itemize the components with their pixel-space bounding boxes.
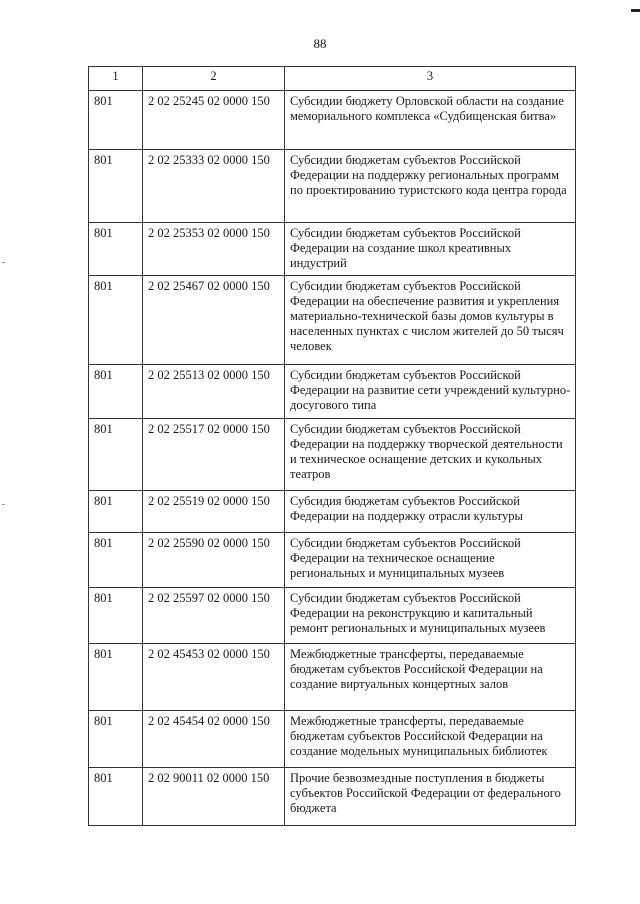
admin-code-cell: 801 bbox=[89, 419, 143, 491]
budget-code-cell: 2 02 45454 02 0000 150 bbox=[143, 711, 285, 768]
admin-code-cell: 801 bbox=[89, 588, 143, 644]
description-cell: Субсидии бюджетам субъектов Российской Федерации на развитие сети учреждений культурно-досугового типа bbox=[285, 365, 576, 419]
admin-code-cell: 801 bbox=[89, 491, 143, 533]
table-row bbox=[89, 491, 576, 533]
description-cell: Межбюджетные трансферты, передаваемые бюджетам субъектов Российской Федерации на создание виртуальных концертных залов bbox=[285, 644, 576, 711]
description-cell: Субсидии бюджетам субъектов Российской Федерации на обеспечение развития и укрепления материально-технической базы домов культуры в населенных пунктах с числом жителей до 50 тысяч человек bbox=[285, 276, 576, 365]
budget-code-cell: 2 02 25590 02 0000 150 bbox=[143, 533, 285, 588]
table-row bbox=[89, 276, 576, 365]
page-number: 88 bbox=[313, 36, 327, 51]
admin-code-cell: 801 bbox=[89, 150, 143, 223]
table-row bbox=[89, 91, 576, 150]
admin-code-cell: 801 bbox=[89, 768, 143, 826]
table-row bbox=[89, 533, 576, 588]
budget-code-cell: 2 02 25245 02 0000 150 bbox=[143, 91, 285, 150]
table-row bbox=[89, 711, 576, 768]
table-row bbox=[89, 223, 576, 276]
admin-code-cell: 801 bbox=[89, 91, 143, 150]
budget-code-cell: 2 02 25517 02 0000 150 bbox=[143, 419, 285, 491]
budget-code-cell: 2 02 25467 02 0000 150 bbox=[143, 276, 285, 365]
description-cell: Субсидии бюджету Орловской области на создание мемориального комплекса «Судбищенская битва» bbox=[285, 91, 576, 150]
table-row bbox=[89, 768, 576, 826]
description-cell: Субсидии бюджетам субъектов Российской Федерации на поддержку творческой деятельности и техническое оснащение детских и кукольных театров bbox=[285, 419, 576, 491]
description-cell: Субсидии бюджетам субъектов Российской Федерации на поддержку региональных программ по проектированию туристского кода центра города bbox=[285, 150, 576, 223]
description-cell: Субсидии бюджетам субъектов Российской Федерации на техническое оснащение региональных и муниципальных музеев bbox=[285, 533, 576, 588]
table-row bbox=[89, 365, 576, 419]
column-header-1: 1 bbox=[89, 67, 143, 91]
budget-code-cell: 2 02 25333 02 0000 150 bbox=[143, 150, 285, 223]
admin-code-cell: 801 bbox=[89, 533, 143, 588]
table-row bbox=[89, 150, 576, 223]
column-header-3: 3 bbox=[285, 67, 576, 91]
table-header-row bbox=[89, 67, 576, 91]
description-cell: Субсидии бюджетам субъектов Российской Федерации на реконструкцию и капитальный ремонт региональных и муниципальных музеев bbox=[285, 588, 576, 644]
budget-code-cell: 2 02 25513 02 0000 150 bbox=[143, 365, 285, 419]
scan-edge-tick bbox=[2, 504, 5, 505]
admin-code-cell: 801 bbox=[89, 711, 143, 768]
budget-code-cell: 2 02 90011 02 0000 150 bbox=[143, 768, 285, 826]
budget-code-cell: 2 02 25353 02 0000 150 bbox=[143, 223, 285, 276]
description-cell: Межбюджетные трансферты, передаваемые бюджетам субъектов Российской Федерации на создание модельных муниципальных библиотек bbox=[285, 711, 576, 768]
admin-code-cell: 801 bbox=[89, 223, 143, 276]
table-row bbox=[89, 644, 576, 711]
budget-code-cell: 2 02 25519 02 0000 150 bbox=[143, 491, 285, 533]
admin-code-cell: 801 bbox=[89, 644, 143, 711]
column-header-2: 2 bbox=[143, 67, 285, 91]
budget-table bbox=[88, 66, 576, 826]
admin-code-cell: 801 bbox=[89, 276, 143, 365]
description-cell: Субсидии бюджетам субъектов Российской Федерации на создание школ креативных индустрий bbox=[285, 223, 576, 276]
budget-code-cell: 2 02 45453 02 0000 150 bbox=[143, 644, 285, 711]
table-row bbox=[89, 419, 576, 491]
scan-corner-mark bbox=[631, 9, 640, 12]
description-cell: Прочие безвозмездные поступления в бюджеты субъектов Российской Федерации от федерального бюджета bbox=[285, 768, 576, 826]
description-cell: Субсидия бюджетам субъектов Российской Федерации на поддержку отрасли культуры bbox=[285, 491, 576, 533]
budget-code-cell: 2 02 25597 02 0000 150 bbox=[143, 588, 285, 644]
table-row bbox=[89, 588, 576, 644]
admin-code-cell: 801 bbox=[89, 365, 143, 419]
scan-edge-tick bbox=[2, 262, 5, 263]
